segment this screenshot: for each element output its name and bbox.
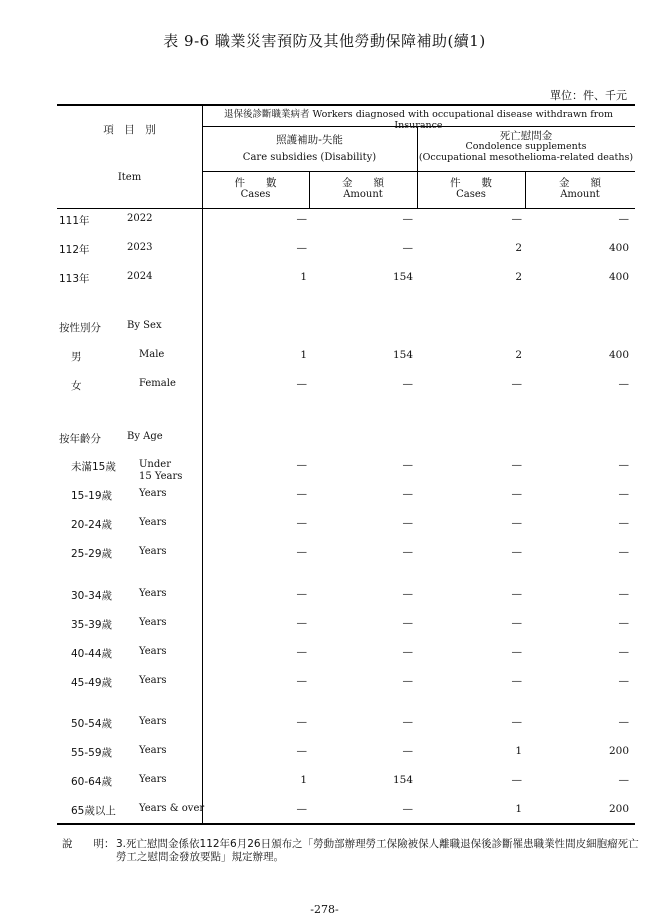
item-header-en: Item [117, 172, 142, 183]
care-subsidy-header: 照護補助-失能 Care subsidies (Disability) [242, 134, 377, 164]
table-row: 女 Female — — — — [71, 378, 629, 392]
unit-label: 單位：件、千元 [550, 89, 627, 102]
table-bottom-rule [57, 823, 635, 825]
amount-header-2: 金 額 Amount [559, 177, 601, 201]
table-row: 45-49歲 Years — — — — [71, 675, 629, 689]
group-header: 退保後診斷職業病者 Workers diagnosed with occupational disease withdrawn from Insurance [223, 109, 614, 131]
section-row-by-age: 按年齡分 By Age [59, 431, 163, 445]
page-title: 表 9-6 職業災害預防及其他勞動保障補助(續1) [163, 32, 486, 50]
item-header-zh: 項 目 別 [103, 124, 156, 136]
footnote-label: 說 明： [62, 838, 115, 850]
cases-header-1: 件 數 Cases [234, 177, 277, 201]
table-row: 111年 2022 — — — — [59, 213, 629, 227]
table-row: 113年 2024 1 154 2 400 [59, 271, 629, 285]
condolence-header: 死亡慰問金 Condolence supplements (Occupational mesothelioma-related deaths) [418, 130, 634, 163]
amount-header-1: 金 額 Amount [342, 177, 384, 201]
table-row: 112年 2023 — — 2 400 [59, 242, 629, 256]
table-row: 55-59歲 Years — — 1 200 [71, 745, 629, 759]
table-row: 20-24歲 Years — — — — [71, 517, 629, 531]
table-row: 35-39歲 Years — — — — [71, 617, 629, 631]
table-row: 50-54歲 Years — — — — [71, 716, 629, 730]
section-row-by-sex: 按性別分 By Sex [59, 320, 162, 334]
table-row: 男 Male 1 154 2 400 [71, 349, 629, 363]
cases-header-2: 件 數 Cases [450, 177, 492, 201]
subgroup-divider [202, 171, 635, 172]
table-row: 25-29歲 Years — — — — [71, 546, 629, 560]
table-row: 30-34歲 Years — — — — [71, 588, 629, 602]
table-row: 60-64歲 Years 1 154 — — [71, 774, 629, 788]
statistics-table [57, 104, 635, 825]
table-row: 未滿15歲 Under 15 Years — — — — [71, 459, 629, 482]
header-bottom-rule [57, 208, 635, 209]
table-row: 65歲以上 Years & over — — 1 200 [71, 803, 629, 817]
table-top-rule [57, 104, 635, 106]
table-row: 40-44歲 Years — — — — [71, 646, 629, 660]
table-row: 15-19歲 Years — — — — [71, 488, 629, 502]
footnote-text: 3.死亡慰問金係依112年6月26日頒布之「勞動部辦理勞工保險被保人離職退保後診斷罹患職業性間皮細胞瘤死亡勞工之慰問金發放要點」規定辦理。 [116, 838, 639, 864]
page-number: -278- [310, 903, 339, 916]
